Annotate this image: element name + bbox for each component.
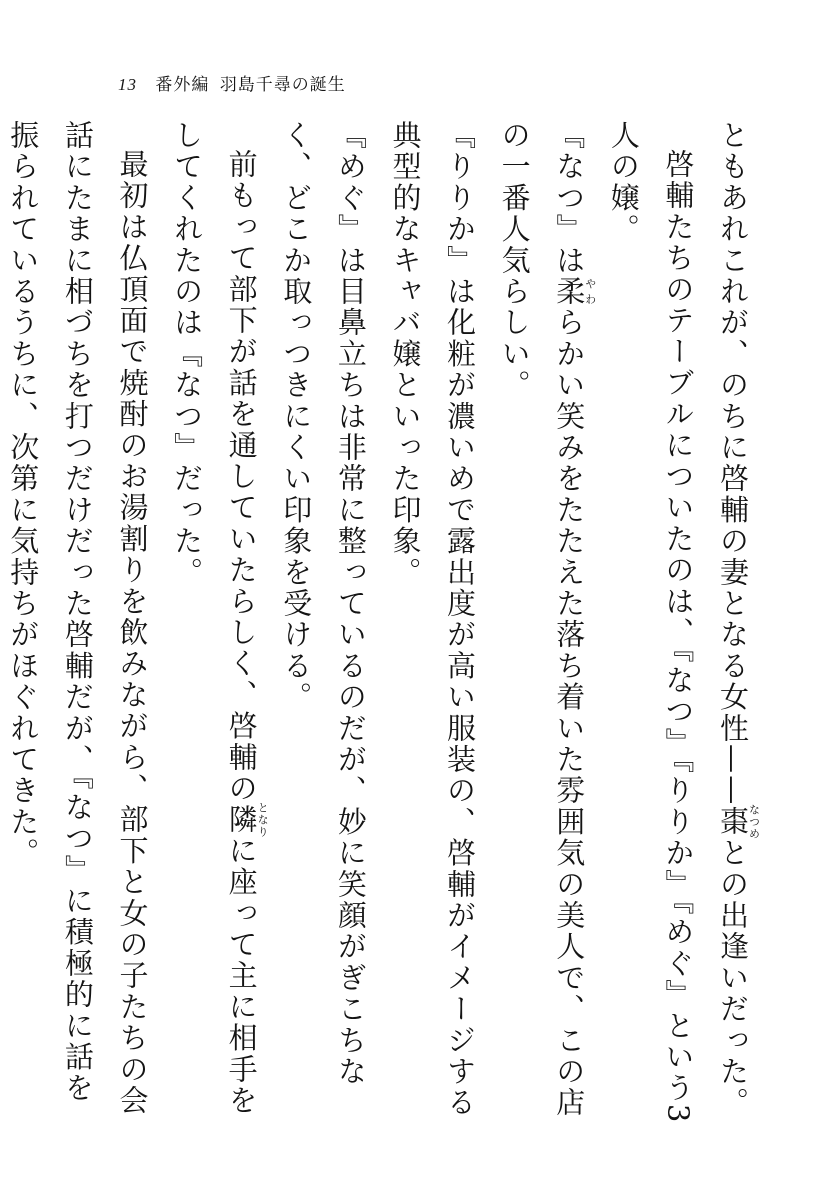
running-header xyxy=(118,70,346,95)
ruby-natsume: 棗なつめ xyxy=(716,804,761,841)
paragraph-4: 『りりか』は化粧が濃いめで露出度が高い服装の、啓輔がイメージする典型的なキャバ嬢といった印象。 xyxy=(388,120,478,1119)
vertical-body-text xyxy=(6,120,761,1130)
paragraph-6: 前もって部下が話を通していたらしく、啓輔の隣となりに座って主に相手をしてくれたのは『なつ』だった。 xyxy=(170,120,270,1117)
paragraph-2: 啓輔たちのテーブルについたのは、『なつ』『りりか』『めぐ』という3人の嬢。 xyxy=(606,120,696,1125)
ruby-yawa: 柔やわ xyxy=(552,276,597,308)
paragraph-1: ともあれこれが、のちに啓輔の妻となる女性——棗なつめとの出逢いだった。 xyxy=(716,120,761,1119)
paragraph-7: 最初は仏頂面で焼酎のお湯割りを飲みながら、部下と女の子たちの会話にたまに相づちを打つだけだった啓輔だが、『なつ』に積極的に話を振られているうちに、次第に気持ちがほぐれてきた。 xyxy=(6,120,150,1117)
chapter-title: 羽島千尋の誕生 xyxy=(219,75,346,95)
paragraph-5: 『めぐ』は目鼻立ちは非常に整っているのだが、妙に笑顔がぎこちなく、どこか取っつきにくい印象を受ける。 xyxy=(279,120,368,1088)
section-label: 番外編 xyxy=(155,75,210,95)
paragraph-3: 『なつ』は柔やわらかい笑みをたたえた落ち着いた雰囲気の美人で、この店の一番人気らしい。 xyxy=(497,120,597,1119)
ruby-tonari: 隣となり xyxy=(224,801,270,838)
page-number: 13 xyxy=(118,75,137,94)
